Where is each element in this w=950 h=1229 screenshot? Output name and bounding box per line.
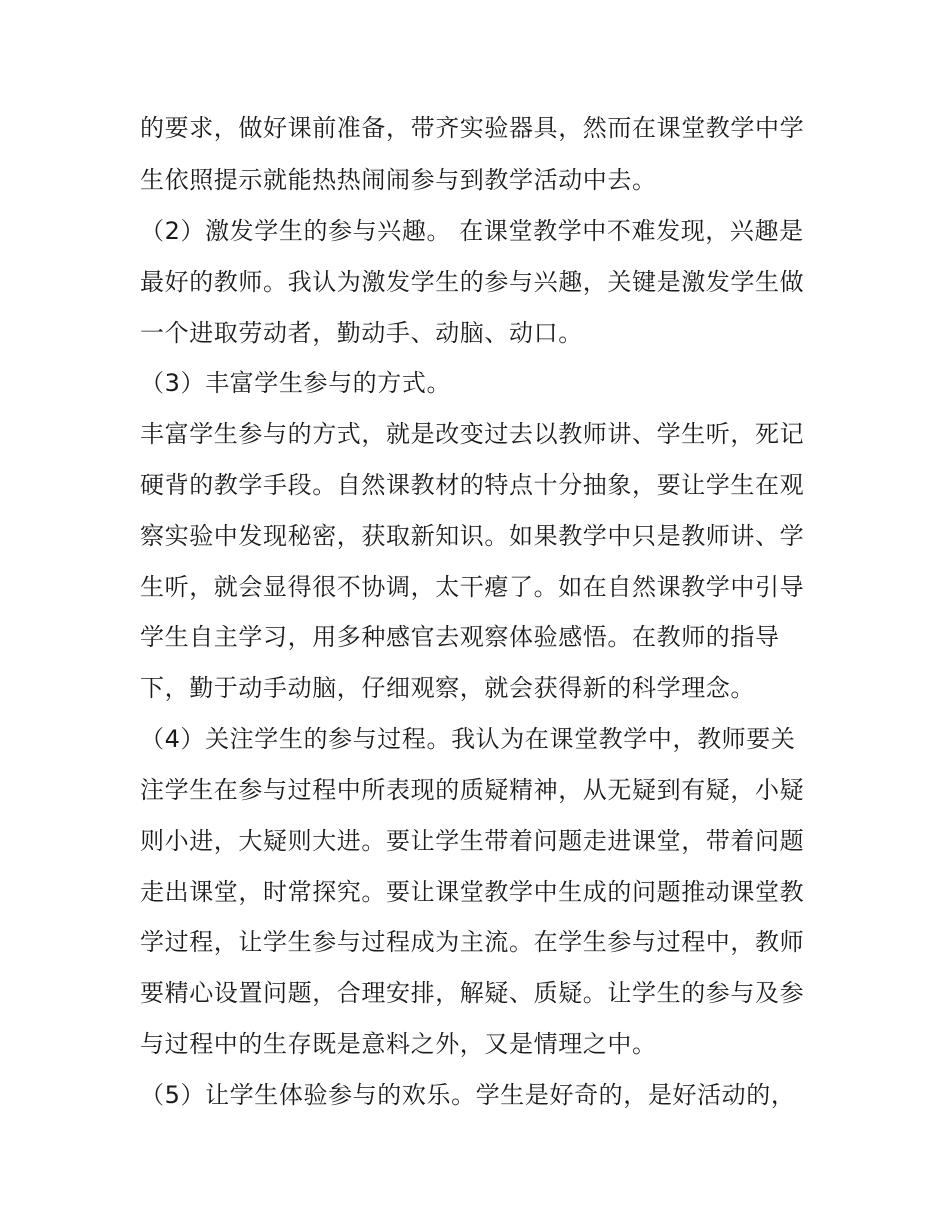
text-line: 走出课堂，时常探究。要让课堂教学中生成的问题推动课堂教 xyxy=(140,878,805,906)
text-line: 生听，就会显得很不协调，太干瘪了。如在自然课教学中引导 xyxy=(140,573,805,601)
text-line: （4）关注学生的参与过程。我认为在课堂教学中，教师要关 xyxy=(140,725,796,753)
text-line: 的要求，做好课前准备，带齐实验器具，然而在课堂教学中学 xyxy=(140,114,805,142)
text-line: 要精心设置问题，合理安排，解疑、质疑。让学生的参与及参 xyxy=(140,979,805,1007)
text-line: 察实验中发现秘密，获取新知识。如果教学中只是教师讲、学 xyxy=(140,522,805,550)
text-line: 最好的教师。我认为激发学生的参与兴趣，关键是激发学生做 xyxy=(140,268,805,296)
text-line: 则小进，大疑则大进。要让学生带着问题走进课堂，带着问题 xyxy=(140,827,805,855)
text-line: 注学生在参与过程中所表现的质疑精神，从无疑到有疑，小疑 xyxy=(140,776,805,804)
text-line: 学生自主学习，用多种感官去观察体验感悟。在教师的指导 xyxy=(140,623,780,651)
text-line: （3）丰富学生参与的方式。 xyxy=(140,369,452,397)
text-line: 硬背的教学手段。自然课教材的特点十分抽象，要让学生在观 xyxy=(140,471,805,499)
text-line: 一个进取劳动者，勤动手、动脑、动口。 xyxy=(140,319,583,347)
text-line: 生依照提示就能热热闹闹参与到教学活动中去。 xyxy=(140,166,657,194)
text-line: （2）激发学生的参与兴趣。 在课堂教学中不难发现，兴趣是 xyxy=(140,217,804,245)
text-line: 与过程中的生存既是意料之外，又是情理之中。 xyxy=(140,1030,657,1058)
text-line: 下，勤于动手动脑，仔细观察，就会获得新的科学理念。 xyxy=(140,674,755,702)
text-line: （5）让学生体验参与的欢乐。学生是好奇的，是好活动的， xyxy=(140,1081,796,1109)
text-line: 学过程，让学生参与过程成为主流。在学生参与过程中，教师 xyxy=(140,928,805,956)
text-line: 丰富学生参与的方式，就是改变过去以教师讲、学生听，死记 xyxy=(140,420,805,448)
